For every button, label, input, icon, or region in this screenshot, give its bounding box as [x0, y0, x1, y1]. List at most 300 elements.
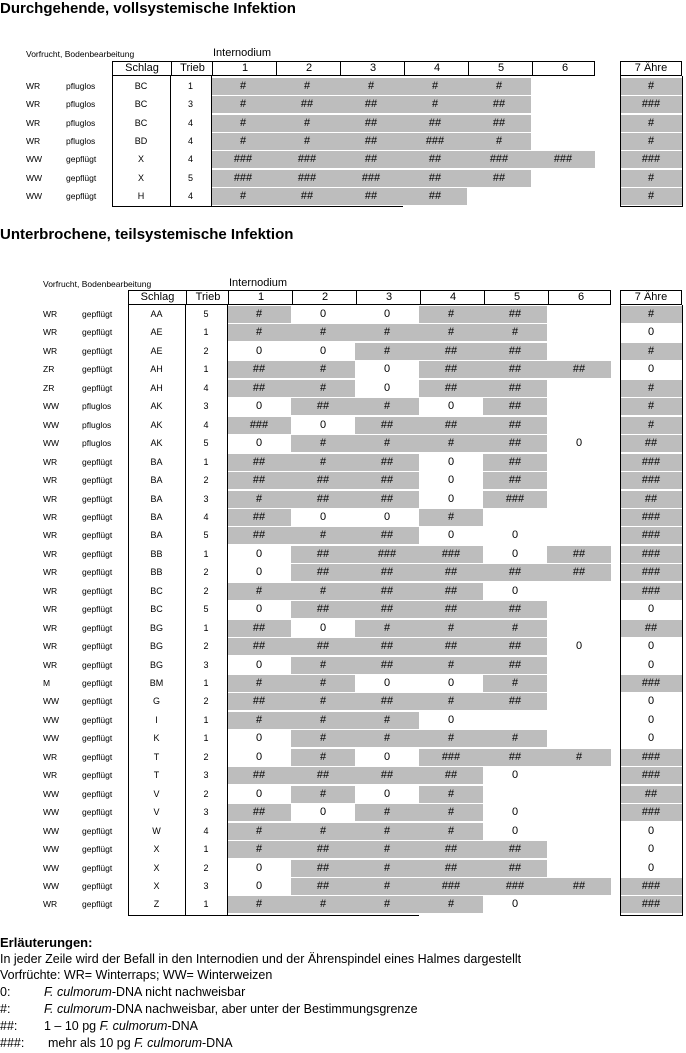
cell-ahre: ###	[620, 583, 682, 600]
cell-trieb: 4	[203, 511, 209, 522]
cell-internodium: #	[227, 306, 291, 323]
cell-vorfrucht: WW	[43, 880, 60, 891]
cell-trieb: 1	[203, 327, 209, 338]
cell-internodium: ##	[275, 96, 339, 113]
cell-internodium: 0	[447, 474, 455, 487]
cell-ahre: ###	[620, 472, 682, 489]
cell-internodium	[483, 712, 547, 729]
cell-internodium: 0	[447, 492, 455, 505]
legend-species: F. culmorum	[44, 1002, 112, 1016]
cell-vorfrucht: WR	[26, 99, 41, 110]
cell-internodium: #	[211, 115, 275, 132]
cell-schlag: AH	[150, 382, 163, 393]
cell-ahre: ##	[620, 786, 682, 803]
cell-internodium: ###	[275, 170, 339, 187]
cell-ahre: ###	[620, 896, 682, 913]
cell-trieb: 1	[203, 899, 209, 910]
cell-internodium: ##	[355, 657, 419, 674]
cell-trieb: 2	[203, 567, 209, 578]
table-row	[0, 878, 686, 895]
cell-vorfrucht: WR	[43, 899, 58, 910]
header-ahre	[620, 290, 682, 305]
header-row	[128, 290, 611, 305]
cell-internodium: ##	[419, 417, 483, 434]
cell-internodium: ##	[467, 96, 531, 113]
cell-internodium: 0	[575, 640, 583, 653]
cell-internodium: ##	[355, 527, 419, 544]
cell-internodium: 0	[255, 344, 263, 357]
cell-internodium: 0	[255, 566, 263, 579]
cell-internodium: #	[227, 324, 291, 341]
cell-internodium: #	[355, 712, 419, 729]
cell-internodium: #	[291, 712, 355, 729]
cell-ahre: ###	[620, 564, 682, 581]
cell-schlag: AK	[150, 438, 163, 449]
cell-internodium: ##	[403, 188, 467, 205]
table-row	[0, 841, 686, 858]
cell-internodium: ##	[467, 170, 531, 187]
cell-bodenbearbeitung: gepflügt	[82, 604, 113, 615]
cell-internodium: ##	[419, 583, 483, 600]
cell-internodium: #	[419, 657, 483, 674]
cell-internodium: #	[291, 324, 355, 341]
table-row	[0, 324, 686, 341]
cell-internodium: #	[355, 435, 419, 452]
cell-internodium: #	[403, 78, 467, 95]
cell-internodium: #	[291, 454, 355, 471]
cell-internodium: ##	[355, 693, 419, 710]
cell-bodenbearbeitung: gepflügt	[82, 364, 113, 375]
cell-internodium: ##	[275, 188, 339, 205]
cell-ahre: #	[620, 417, 682, 434]
cell-bodenbearbeitung: gepflügt	[82, 844, 113, 855]
table-line	[620, 76, 621, 206]
table-line	[128, 915, 419, 916]
cell-internodium: #	[355, 841, 419, 858]
header-ahre	[620, 61, 682, 76]
legend-prefix: 1 – 10 pg	[44, 1019, 100, 1033]
table-row	[0, 564, 686, 581]
table-line	[620, 915, 683, 916]
cell-schlag: BD	[134, 135, 148, 146]
cell-internodium	[531, 96, 595, 113]
cell-vorfrucht: WR	[43, 641, 58, 652]
cell-internodium	[483, 786, 547, 803]
cell-bodenbearbeitung: gepflügt	[82, 475, 113, 486]
cell-internodium	[547, 730, 611, 747]
cell-ahre: 0	[647, 824, 655, 837]
cell-internodium: #	[483, 620, 547, 637]
cell-trieb: 3	[187, 99, 193, 110]
cell-bodenbearbeitung: pfluglos	[66, 81, 96, 91]
cell-ahre: ##	[620, 491, 682, 508]
cell-internodium: 0	[255, 658, 263, 671]
cell-bodenbearbeitung: gepflügt	[82, 788, 113, 799]
cell-trieb: 4	[187, 190, 193, 201]
cell-vorfrucht: ZR	[43, 364, 55, 375]
legend-species: F. culmorum	[44, 985, 112, 999]
table-line	[682, 76, 683, 206]
column-header: 2	[292, 291, 357, 304]
cell-trieb: 3	[203, 493, 209, 504]
cell-internodium: #	[291, 749, 355, 766]
cell-internodium: ##	[291, 398, 355, 415]
table-line	[227, 305, 228, 915]
cell-vorfrucht: WR	[43, 567, 58, 578]
cell-internodium: #	[339, 78, 403, 95]
cell-internodium	[531, 78, 595, 95]
cell-internodium: ##	[419, 841, 483, 858]
cell-bodenbearbeitung: gepflügt	[82, 493, 113, 504]
table-row	[0, 435, 686, 452]
cell-internodium: ##	[547, 878, 611, 895]
cell-schlag: BC	[134, 99, 148, 110]
cell-internodium: 0	[447, 400, 455, 413]
cell-internodium	[547, 343, 611, 360]
cell-trieb: 1	[187, 81, 193, 91]
cell-internodium: ##	[355, 564, 419, 581]
cell-internodium: #	[355, 804, 419, 821]
cell-schlag: AK	[150, 419, 163, 430]
cell-internodium: ##	[483, 454, 547, 471]
legend-vorfruechte: Vorfrüchte: WR= Winterraps; WW= Winterweizen	[0, 968, 273, 982]
table-row	[0, 730, 686, 747]
cell-internodium: 0	[255, 732, 263, 745]
label-internodium: Internodium	[213, 47, 272, 59]
cell-internodium: 0	[447, 713, 455, 726]
legend-text: -DNA nicht nachweisbar	[111, 985, 246, 999]
cell-internodium: ###	[531, 151, 595, 168]
cell-internodium: #	[275, 115, 339, 132]
cell-internodium: 0	[511, 584, 519, 597]
cell-schlag: H	[137, 190, 145, 201]
table-row	[0, 638, 686, 655]
cell-vorfrucht: WW	[26, 154, 43, 165]
cell-internodium: ###	[483, 491, 547, 508]
cell-schlag: T	[153, 770, 160, 781]
table-row	[0, 509, 686, 526]
cell-internodium: ##	[483, 841, 547, 858]
cell-internodium: ##	[403, 115, 467, 132]
cell-internodium: ##	[483, 306, 547, 323]
cell-ahre: ###	[620, 804, 682, 821]
cell-internodium: 0	[255, 547, 263, 560]
cell-vorfrucht: WR	[26, 117, 41, 128]
cell-bodenbearbeitung: gepflügt	[82, 585, 113, 596]
cell-internodium: ###	[419, 878, 483, 895]
cell-trieb: 3	[203, 659, 209, 670]
cell-ahre: 0	[647, 603, 655, 616]
column-header: 7 Ähre	[634, 62, 668, 74]
cell-internodium: ##	[483, 693, 547, 710]
cell-ahre: ###	[620, 151, 682, 168]
cell-internodium: ##	[483, 380, 547, 397]
cell-internodium: #	[355, 896, 419, 913]
cell-vorfrucht: WW	[43, 714, 60, 725]
column-header: Trieb	[171, 62, 213, 75]
cell-vorfrucht: WW	[43, 401, 60, 412]
cell-internodium: 0	[511, 529, 519, 542]
cell-internodium: ##	[355, 454, 419, 471]
cell-trieb: 4	[203, 382, 209, 393]
cell-internodium: ##	[291, 767, 355, 784]
cell-internodium: #	[275, 78, 339, 95]
cell-internodium: ##	[291, 878, 355, 895]
cell-internodium: #	[211, 96, 275, 113]
cell-vorfrucht: WR	[43, 585, 58, 596]
cell-internodium: ##	[227, 620, 291, 637]
cell-vorfrucht: WR	[43, 456, 58, 467]
cell-bodenbearbeitung: gepflügt	[82, 678, 113, 688]
cell-ahre: #	[620, 115, 682, 132]
cell-internodium	[547, 472, 611, 489]
cell-ahre: 0	[647, 732, 655, 745]
table-line	[112, 76, 113, 206]
cell-internodium: ##	[403, 151, 467, 168]
cell-internodium: #	[227, 823, 291, 840]
cell-internodium: 0	[319, 308, 327, 320]
cell-internodium: ##	[339, 115, 403, 132]
cell-ahre: #	[620, 78, 682, 95]
cell-internodium: #	[291, 823, 355, 840]
cell-bodenbearbeitung: pfluglos	[82, 419, 112, 430]
cell-internodium: 0	[255, 787, 263, 800]
table-line	[620, 305, 621, 915]
cell-internodium: #	[547, 749, 611, 766]
cell-vorfrucht: WW	[43, 825, 60, 836]
cell-internodium: #	[483, 324, 547, 341]
cell-internodium	[547, 823, 611, 840]
cell-internodium	[547, 601, 611, 618]
cell-internodium: ##	[291, 860, 355, 877]
table-row	[0, 657, 686, 674]
table-row	[0, 823, 686, 840]
cell-ahre: 0	[647, 861, 655, 874]
cell-bodenbearbeitung: gepflügt	[82, 825, 113, 836]
table-row	[0, 620, 686, 637]
cell-internodium	[547, 675, 611, 692]
cell-internodium	[547, 417, 611, 434]
cell-ahre: #	[620, 398, 682, 415]
column-header: 5	[484, 291, 549, 304]
cell-internodium	[547, 693, 611, 710]
cell-internodium: 0	[319, 344, 327, 357]
cell-internodium: ##	[291, 491, 355, 508]
cell-internodium: ##	[419, 638, 483, 655]
cell-trieb: 5	[203, 530, 209, 541]
cell-trieb: 1	[203, 714, 209, 725]
table-row	[0, 454, 686, 471]
cell-ahre: #	[620, 170, 682, 187]
cell-ahre: 0	[647, 640, 655, 653]
cell-trieb: 1	[203, 733, 209, 744]
cell-internodium: #	[355, 730, 419, 747]
table-row	[0, 583, 686, 600]
cell-trieb: 1	[203, 456, 209, 467]
cell-internodium: 0	[255, 603, 263, 616]
cell-internodium: ##	[419, 361, 483, 378]
cell-internodium: ###	[227, 417, 291, 434]
cell-internodium: #	[355, 878, 419, 895]
cell-internodium: ##	[227, 693, 291, 710]
cell-vorfrucht: WR	[43, 475, 58, 486]
cell-internodium	[547, 509, 611, 526]
column-header: 3	[356, 291, 421, 304]
cell-internodium: ###	[419, 749, 483, 766]
cell-bodenbearbeitung: gepflügt	[82, 641, 113, 652]
cell-internodium: #	[227, 583, 291, 600]
legend-text: -DNA	[202, 1036, 233, 1050]
cell-internodium: 0	[511, 806, 519, 819]
column-header: 5	[468, 62, 533, 75]
cell-schlag: BC	[150, 585, 163, 596]
cell-internodium: #	[355, 620, 419, 637]
cell-internodium	[547, 527, 611, 544]
cell-trieb: 4	[187, 117, 193, 128]
cell-ahre: ###	[620, 749, 682, 766]
cell-internodium: 0	[511, 769, 519, 782]
cell-internodium	[531, 170, 595, 187]
cell-vorfrucht: WR	[26, 81, 41, 91]
cell-schlag: BG	[149, 659, 163, 670]
column-header: 6	[532, 62, 597, 75]
legend-text: -DNA	[167, 1019, 199, 1033]
cell-internodium: ##	[419, 343, 483, 360]
cell-internodium: #	[355, 343, 419, 360]
cell-internodium: #	[291, 786, 355, 803]
cell-trieb: 1	[203, 548, 209, 559]
cell-schlag: I	[155, 714, 158, 725]
cell-vorfrucht: WW	[43, 788, 60, 799]
cell-vorfrucht: WR	[43, 659, 58, 670]
cell-internodium: #	[419, 620, 483, 637]
cell-bodenbearbeitung: gepflügt	[82, 880, 113, 891]
cell-ahre: #	[620, 380, 682, 397]
cell-internodium: 0	[383, 363, 391, 376]
cell-internodium: ##	[547, 546, 611, 563]
cell-internodium: #	[211, 78, 275, 95]
cell-internodium: #	[419, 730, 483, 747]
cell-schlag: X	[153, 862, 160, 873]
column-header: Trieb	[186, 291, 229, 304]
cell-internodium: ##	[483, 398, 547, 415]
cell-schlag: BM	[149, 678, 164, 688]
cell-internodium: #	[419, 786, 483, 803]
cell-internodium	[547, 896, 611, 913]
cell-internodium: 0	[255, 750, 263, 763]
cell-internodium: ##	[355, 491, 419, 508]
cell-internodium: #	[403, 96, 467, 113]
legend-item	[0, 1036, 233, 1050]
table-line	[211, 76, 212, 206]
cell-internodium: ##	[419, 564, 483, 581]
cell-internodium: ##	[483, 749, 547, 766]
cell-vorfrucht: WR	[43, 511, 58, 522]
table-row	[0, 712, 686, 729]
table-row	[0, 472, 686, 489]
cell-internodium: ##	[483, 860, 547, 877]
cell-internodium: ##	[419, 767, 483, 784]
legend-symbol: #:	[0, 1002, 11, 1016]
cell-trieb: 4	[187, 135, 193, 146]
cell-internodium: #	[291, 657, 355, 674]
cell-vorfrucht: WR	[43, 622, 58, 633]
cell-internodium	[547, 491, 611, 508]
cell-internodium: ###	[419, 546, 483, 563]
cell-internodium: 0	[383, 787, 391, 800]
cell-trieb: 1	[203, 622, 209, 633]
cell-internodium: ##	[403, 170, 467, 187]
legend-symbol: ##:	[0, 1019, 18, 1033]
cell-schlag: AA	[150, 309, 163, 319]
cell-internodium: ##	[291, 472, 355, 489]
cell-internodium: 0	[511, 898, 519, 911]
cell-schlag: X	[153, 880, 160, 891]
cell-vorfrucht: WR	[43, 604, 58, 615]
cell-vorfrucht: WW	[26, 172, 43, 183]
cell-internodium: ##	[339, 96, 403, 113]
cell-internodium: #	[419, 435, 483, 452]
table-line	[682, 305, 683, 915]
cell-ahre: ##	[620, 620, 682, 637]
cell-trieb: 3	[203, 770, 209, 781]
cell-internodium: ##	[355, 601, 419, 618]
cell-internodium: ##	[483, 417, 547, 434]
cell-ahre: ###	[620, 509, 682, 526]
cell-trieb: 5	[187, 172, 193, 183]
cell-vorfrucht: WW	[43, 438, 60, 449]
cell-trieb: 5	[203, 438, 209, 449]
cell-bodenbearbeitung: gepflügt	[82, 714, 113, 725]
cell-internodium	[547, 841, 611, 858]
cell-bodenbearbeitung: pfluglos	[66, 99, 96, 110]
cell-bodenbearbeitung: gepflügt	[82, 345, 113, 356]
cell-schlag: BG	[149, 622, 163, 633]
cell-ahre: ##	[620, 435, 682, 452]
cell-internodium	[547, 657, 611, 674]
cell-bodenbearbeitung: gepflügt	[82, 567, 113, 578]
cell-internodium: ##	[339, 188, 403, 205]
cell-internodium: #	[483, 730, 547, 747]
cell-internodium: 0	[575, 437, 583, 450]
cell-vorfrucht: WR	[43, 530, 58, 541]
cell-internodium: ###	[355, 546, 419, 563]
table-row	[0, 804, 686, 821]
cell-ahre: #	[620, 343, 682, 360]
cell-ahre: ###	[620, 878, 682, 895]
cell-ahre: #	[620, 188, 682, 205]
cell-internodium	[483, 509, 547, 526]
cell-internodium: ##	[227, 361, 291, 378]
cell-bodenbearbeitung: gepflügt	[82, 659, 113, 670]
cell-internodium: #	[275, 133, 339, 150]
table-row	[0, 151, 686, 168]
cell-vorfrucht: WR	[43, 327, 58, 338]
cell-schlag: BC	[134, 81, 148, 91]
cell-vorfrucht: WW	[43, 696, 60, 707]
cell-internodium	[467, 188, 531, 205]
table-line	[620, 206, 683, 207]
table-row	[0, 860, 686, 877]
cell-internodium: ##	[339, 133, 403, 150]
column-header: 1	[212, 62, 277, 75]
cell-internodium: ##	[227, 380, 291, 397]
table-row	[0, 749, 686, 766]
header-row	[112, 61, 595, 76]
cell-internodium: 0	[447, 529, 455, 542]
cell-internodium	[547, 767, 611, 784]
cell-internodium	[547, 398, 611, 415]
